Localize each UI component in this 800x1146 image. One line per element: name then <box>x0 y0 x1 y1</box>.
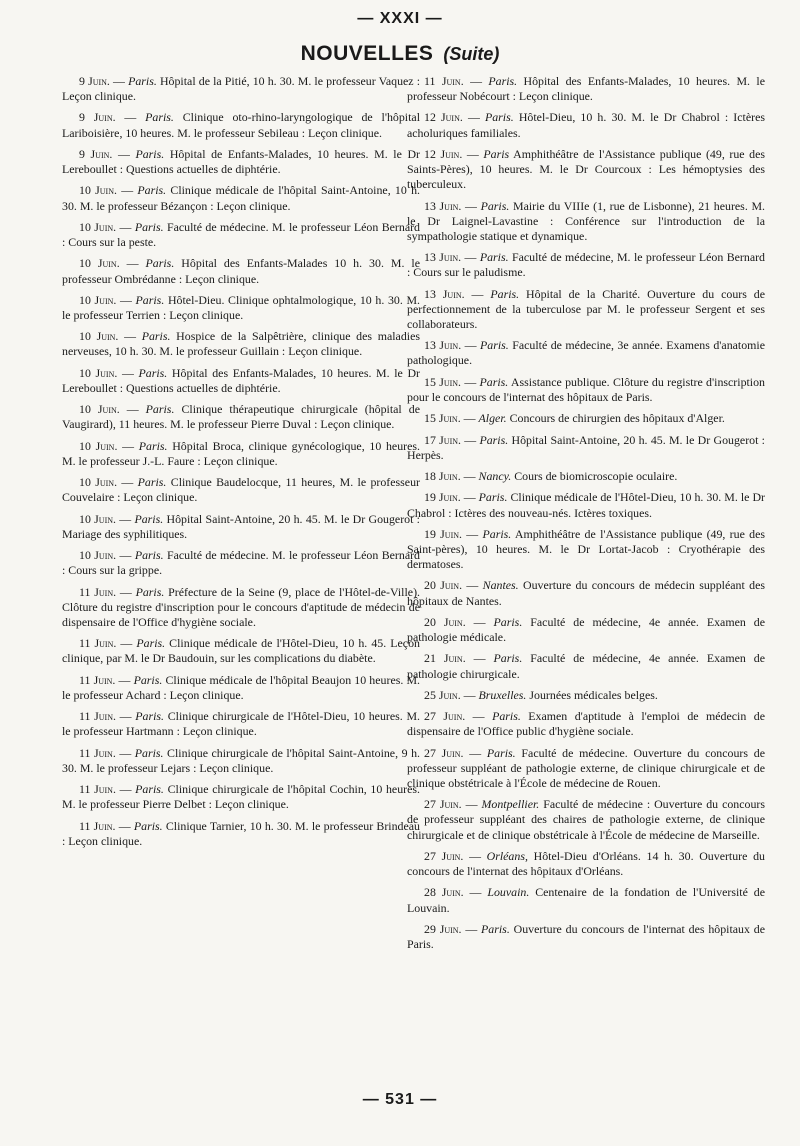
news-entry: 27 Juin. — Montpellier. Faculté de médecine : Ouverture du concours de professeur suppléant des chaires de pathologie externe, de clinique chirurgicale et de clinique obstétricale à l'École de médecine de Marseille. <box>407 797 765 842</box>
entry-date: 9 Juin. <box>79 110 116 125</box>
entry-date: 10 Juin. <box>79 292 117 307</box>
entry-city: Paris. <box>480 198 510 213</box>
entry-text: Hospice de la Salpêtrière, clinique des maladies nerveuses, 10 h. 30. M. le professeur Guillain : Leçon clinique. <box>62 329 420 359</box>
news-entry: 10 Juin. — Paris. Hôpital des Enfants-Malades 10 h. 30. M. le professeur Ombrédanne : Leçon clinique. <box>62 256 420 286</box>
entry-text: Hôpital Saint-Antoine, 20 h. 45. M. le Dr Gougerot : Mariage des syphilitiques. <box>62 511 420 541</box>
entry-city: Nancy. <box>478 469 512 484</box>
entry-city: Nantes. <box>482 578 519 593</box>
entry-date: 25 Juin. <box>424 687 461 702</box>
news-entry: 20 Juin. — Paris. Faculté de médecine, 4e année. Examen de pathologie médicale. <box>407 614 765 645</box>
entry-city: Paris. <box>135 709 165 724</box>
news-entry: 9 Juin. — Paris. Clinique oto-rhino-laryngologique de l'hôpital Lariboisière, 10 heures. M. le professeur Sebileau : Leçon clinique. <box>62 110 420 140</box>
entry-date: 12 Juin. <box>424 146 463 161</box>
entry-date: 10 Juin. <box>79 438 118 453</box>
entry-date: 11 Juin. <box>79 672 116 687</box>
entry-date: 11 Juin. <box>79 818 116 833</box>
entry-city: Paris. <box>135 584 165 599</box>
entry-city: Paris. <box>141 329 171 344</box>
entry-text: Clinique Baudelocque, 11 heures, M. le professeur Couvelaire : Leçon clinique. <box>62 475 420 505</box>
entry-date: 20 Juin. <box>424 578 463 593</box>
news-entry: 15 Juin. — Alger. Concours de chirurgien des hôpitaux d'Alger. <box>424 411 725 426</box>
entry-city: Bruxelles. <box>478 687 527 702</box>
entry-city: Paris. <box>135 146 165 161</box>
news-entry: 19 Juin. — Paris. Amphithéâtre de l'Assistance publique (49, rue des Saint-pères), 10 heures. M. le Dr Lortat-Jacob : Cryothérapie des dermatoses. <box>407 526 766 572</box>
entry-text: Hôtel-Dieu, 10 h. 30. M. le Dr Chabrol : Ictères acholuriques familiales. <box>407 110 765 140</box>
entry-text: Ouverture du concours de médecin suppléant des hôpitaux de Nantes. <box>407 578 765 608</box>
entry-text: Préfecture de la Seine (9, place de l'Hôtel-de-Ville). Clôture du registre d'inscription pour le concours d'aptitude de médecin de dispensaire de l'Office d'hygiène sociale. <box>62 584 420 629</box>
news-entry: 12 Juin. — Paris Amphithéâtre de l'Assistance publique (49, rue des Saints-Pères), 10 heures. M. le Dr Courcoux : Les hémoptysies des tuberculeux. <box>407 146 766 192</box>
entry-city: Paris. <box>133 672 163 687</box>
entry-date: 18 Juin. <box>424 469 461 484</box>
news-entry: 9 Juin. — Paris. Hôpital de la Pitié, 10 h. 30. M. le professeur Vaquez : Leçon clinique. <box>62 74 420 104</box>
news-entry: 13 Juin. — Paris. Hôpital de la Charité. Ouverture du cours de perfectionnement de la tuberculose par M. le professeur Sergent et ses collaborateurs. <box>407 286 765 331</box>
entry-text: Concours de chirurgien des hôpitaux d'Alger. <box>509 411 725 426</box>
news-entry: 10 Juin. — Paris. Hospice de la Salpêtrière, clinique des maladies nerveuses, 10 h. 30. M. le professeur Guillain : Leçon clinique. <box>62 329 420 359</box>
entry-city: Montpellier. <box>481 797 540 812</box>
entry-city: Paris. <box>135 292 165 307</box>
entry-text: Clinique chirurgicale de l'hôpital Cochin, 10 heures. M. le professeur Pierre Delbet : Leçon clinique. <box>62 782 420 812</box>
news-entry: 11 Juin. — Paris. Clinique chirurgicale de l'hôpital Cochin, 10 heures. M. le professeur Pierre Delbet : Leçon clinique. <box>62 782 420 812</box>
news-entry: 25 Juin. — Bruxelles. Journées médicales belges. <box>424 687 658 702</box>
entry-city: Paris. <box>134 219 164 234</box>
right-column <box>407 74 765 958</box>
entry-text: Hôpital de la Pitié, 10 h. 30. M. le professeur Vaquez : Leçon clinique. <box>62 74 420 104</box>
entry-date: 27 Juin. <box>424 709 466 724</box>
entry-city: Paris. <box>493 651 523 666</box>
entry-text: Examen d'aptitude à l'emploi de médecin de dispensaire de l'Office public d'hygiène sociale. <box>407 709 765 739</box>
entry-city: Paris. <box>478 490 508 505</box>
entry-text: Clinique Tarnier, 10 h. 30. M. le professeur Brindeau : Leçon clinique. <box>62 818 420 848</box>
entry-date: 20 Juin. <box>424 614 466 629</box>
news-entry: 13 Juin. — Paris. Faculté de médecine, M. le professeur Léon Bernard : Cours sur le paludisme. <box>407 250 766 280</box>
entry-city: Paris. <box>128 74 157 88</box>
news-entry: 11 Juin. — Paris. Clinique chirurgicale de l'Hôtel-Dieu, 10 heures. M. le professeur Hartmann : Leçon clinique. <box>62 709 420 739</box>
entry-date: 19 Juin. <box>424 490 461 505</box>
entry-date: 21 Juin. <box>424 651 466 666</box>
entry-city: Paris. <box>137 183 167 198</box>
entry-date: 9 Juin. <box>79 146 113 161</box>
news-entry: 28 Juin. — Louvain. Centenaire de la fondation de l'Université de Louvain. <box>407 885 765 915</box>
news-entry: 10 Juin. — Paris. Clinique médicale de l'hôpital Saint-Antoine, 10 h. 30. M. le professeur Bézançon : Leçon clinique. <box>62 183 420 213</box>
entry-text: Hôpital Saint-Antoine, 20 h. 45. M. le Dr Gougerot : Herpès. <box>407 432 765 462</box>
entry-date: 10 Juin. <box>79 475 118 490</box>
entry-date: 10 Juin. <box>79 256 120 271</box>
news-entry: 18 Juin. — Nancy. Cours de biomicroscopie oculaire. <box>424 469 678 484</box>
entry-city: Paris. <box>138 438 168 453</box>
entry-city: Alger. <box>478 411 507 426</box>
entry-date: 19 Juin. <box>424 526 463 541</box>
news-entry: 10 Juin. — Paris. Hôpital Saint-Antoine, 20 h. 45. M. le Dr Gougerot : Mariage des syphilitiques. <box>62 511 420 541</box>
entry-date: 10 Juin. <box>79 329 119 344</box>
entry-text: Mairie du VIIIe (1, rue de Lisbonne), 21 heures. M. le Dr Laignel-Lavastine : Conférence sur l'introduction de la sympathologie statique et dynamique. <box>407 198 765 243</box>
entry-text: Clinique médicale de l'hôpital Beaujon 10 heures. M. le professeur Achard : Leçon clinique. <box>62 672 420 702</box>
entry-date: 9 Juin. <box>79 74 110 88</box>
entry-date: 29 Juin. <box>424 921 462 936</box>
entry-date: 27 Juin. <box>424 797 462 812</box>
news-entry: 10 Juin. — Paris. Hôpital Broca, clinique gynécologique, 10 heures. M. le professeur J.-L. Faure : Leçon clinique. <box>62 438 420 468</box>
entry-text: Hôpital des Enfants-Malades 10 h. 30. M. le professeur Ombrédanne : Leçon clinique. <box>62 256 420 286</box>
entry-city: Paris. <box>479 250 509 265</box>
news-entry: 20 Juin. — Nantes. Ouverture du concours de médecin suppléant des hôpitaux de Nantes. <box>407 578 765 608</box>
entry-text: Hôpital de la Charité. Ouverture du cours de perfectionnement de la tuberculose par M. le professeur Sergent et ses collaborateurs. <box>407 286 765 331</box>
entry-city: Paris. <box>137 475 167 490</box>
entry-city: Paris. <box>479 432 509 447</box>
entry-city: Orléans, <box>486 848 528 863</box>
news-entry: 11 Juin. — Paris. Clinique chirurgicale de l'hôpital Saint-Antoine, 9 h. 30. M. le professeur Lejars : Leçon clinique. <box>62 745 420 775</box>
entry-date: 10 Juin. <box>79 219 117 234</box>
news-entry: 11 Juin. — Paris. Clinique Tarnier, 10 h. 30. M. le professeur Brindeau : Leçon clinique. <box>62 818 420 848</box>
news-entry: 11 Juin. — Paris. Clinique médicale de l'hôpital Beaujon 10 heures. M. le professeur Achard : Leçon clinique. <box>62 672 420 702</box>
entry-text: Hôpital des Enfants-Malades, 10 heures. M. le professeur Nobécourt : Leçon clinique. <box>407 74 765 104</box>
entry-date: 10 Juin. <box>79 183 117 198</box>
news-entry: 10 Juin. — Paris. Faculté de médecine. M. le professeur Léon Bernard : Cours sur la peste. <box>62 219 421 250</box>
title-suite: (Suite) <box>443 44 500 64</box>
entry-city: Paris. <box>486 745 516 760</box>
news-entry: 10 Juin. — Paris. Hôtel-Dieu. Clinique ophtalmologique, 10 h. 30. M. le professeur Terrien : Leçon clinique. <box>62 292 421 322</box>
title-main: NOUVELLES <box>300 42 434 65</box>
news-entry: 10 Juin. — Paris. Hôpital des Enfants-Malades, 10 heures. M. le Dr Lereboullet : Questions actuelles de diphtérie. <box>62 365 420 395</box>
entry-city: Paris. <box>134 745 164 760</box>
section-title <box>0 42 800 66</box>
entry-text: Cours de biomicroscopie oculaire. <box>514 469 678 484</box>
entry-date: 11 Juin. <box>79 636 117 651</box>
entry-text: Amphithéâtre de l'Assistance publique (49, rue des Saint-pères), 10 heures. M. le Dr Lortat-Jacob : Cryothérapie des dermatoses. <box>407 526 766 572</box>
entry-city: Paris. <box>488 74 518 88</box>
entry-city: Paris. <box>135 782 164 797</box>
entry-city: Paris. <box>492 709 521 724</box>
entry-text: Clinique médicale de l'Hôtel-Dieu, 10 h. 45. Leçon clinique, par M. le Dr Baudouin, sur les complications du diabète. <box>62 636 420 666</box>
news-entry: 13 Juin. — Paris. Mairie du VIIIe (1, rue de Lisbonne), 21 heures. M. le Dr Laignel-Lavastine : Conférence sur l'introduction de la sympathologie statique et dynamique. <box>407 198 765 243</box>
entry-text: Faculté de médecine. Ouverture du concours de professeur suppléant de pathologie externe, de clinique chirurgicale et de clinique obstétricale à l'École de médecine de Rouen. <box>407 745 765 790</box>
entry-date: 10 Juin. <box>79 402 120 417</box>
entry-city: Louvain. <box>487 885 530 900</box>
entry-date: 15 Juin. <box>424 411 461 426</box>
entry-date: 10 Juin. <box>79 365 118 380</box>
entry-date: 27 Juin. <box>424 745 464 760</box>
entry-date: 12 Juin. <box>424 110 463 125</box>
entry-text: Clinique chirurgicale de l'Hôtel-Dieu, 10 heures. M. le professeur Hartmann : Leçon clinique. <box>62 709 420 739</box>
entry-date: 13 Juin. <box>424 198 462 213</box>
news-entry: 27 Juin. — Paris. Faculté de médecine. Ouverture du concours de professeur suppléant de pathologie externe, de clinique chirurgicale et de clinique obstétricale à l'École de médecine de Rouen. <box>407 745 765 790</box>
entry-date: 13 Juin. <box>424 286 465 301</box>
entry-city: Paris. <box>145 402 175 417</box>
entry-text: Assistance publique. Clôture du registre d'inscription pour le concours de l'internat des hôpitaux de Paris. <box>407 374 766 404</box>
entry-city: Paris. <box>138 365 168 380</box>
news-entry: 17 Juin. — Paris. Hôpital Saint-Antoine, 20 h. 45. M. le Dr Gougerot : Herpès. <box>407 432 765 462</box>
entry-date: 13 Juin. <box>424 250 462 265</box>
news-entry: 27 Juin. — Orléans, Hôtel-Dieu d'Orléans. 14 h. 30. Ouverture du concours de l'internat des hôpitaux d'Orléans. <box>407 848 765 879</box>
entry-city: Paris. <box>480 338 509 353</box>
entry-date: 13 Juin. <box>424 338 462 353</box>
entry-city: Paris. <box>481 921 510 936</box>
news-entry: 11 Juin. — Paris. Clinique médicale de l'Hôtel-Dieu, 10 h. 45. Leçon clinique, par M. le Dr Baudouin, sur les complications du diabète. <box>62 636 420 666</box>
entry-date: 11 Juin. <box>79 745 116 760</box>
entry-city: Paris. <box>482 526 512 541</box>
news-entry: 10 Juin. — Paris. Clinique thérapeutique chirurgicale (hôpital de Vaugirard), 11 heures. M. le professeur Pierre Duval : Leçon clinique. <box>62 402 420 432</box>
entry-text: Faculté de médecine : Ouverture du concours de professeur suppléant des chaires de pathologie externe, de clinique chirurgicale et de clinique obstétricale à l'École de médecine de Marseille. <box>407 797 765 842</box>
news-entry: 21 Juin. — Paris. Faculté de médecine, 4e année. Examen de pathologie chirurgicale. <box>407 651 765 681</box>
entry-date: 17 Juin. <box>424 432 461 447</box>
entry-date: 15 Juin. <box>424 374 462 389</box>
entry-city: Paris. <box>145 110 174 125</box>
entry-text: Amphithéâtre de l'Assistance publique (49, rue des Saints-Pères), 10 heures. M. le Dr Courcoux : Les hémoptysies des tuberculeux. <box>407 146 766 192</box>
entry-date: 11 Juin. <box>424 74 464 88</box>
entry-text: Ouverture du concours de l'internat des hôpitaux de Paris. <box>407 921 765 952</box>
entry-text: Clinique chirurgicale de l'hôpital Saint-Antoine, 9 h. 30. M. le professeur Lejars : Leçon clinique. <box>62 745 420 775</box>
news-entry: 15 Juin. — Paris. Assistance publique. Clôture du registre d'inscription pour le concours de l'internat des hôpitaux de Paris. <box>407 374 766 404</box>
news-entry: 10 Juin. — Paris. Faculté de médecine. M. le professeur Léon Bernard : Cours sur la grippe. <box>62 548 421 578</box>
entry-city: Paris. <box>134 511 164 526</box>
entry-date: 27 Juin. <box>424 848 464 863</box>
entry-date: 11 Juin. <box>79 782 116 797</box>
entry-text: Faculté de médecine, 4e année. Examen de pathologie chirurgicale. <box>407 651 765 681</box>
entry-city: Paris <box>483 146 510 161</box>
news-entry: 9 Juin. — Paris. Hôpital de Enfants-Malades, 10 heures. M. le Dr Lereboullet : Questions actuelles de diphtérie. <box>62 146 420 177</box>
entry-text: Faculté de médecine, 3e année. Examens d'anatomie pathologique. <box>407 338 766 368</box>
news-entry: 12 Juin. — Paris. Hôtel-Dieu, 10 h. 30. M. le Dr Chabrol : Ictères acholuriques familiales. <box>407 110 765 140</box>
entry-city: Paris. <box>493 614 523 629</box>
entry-text: Faculté de médecine, 4e année. Examen de pathologie médicale. <box>407 614 765 645</box>
entry-text: Clinique médicale de l'Hôtel-Dieu, 10 h. 30. M. le Dr Chabrol : Ictères des nouveau-nés. Ictères toxiques. <box>407 490 765 520</box>
news-entry: 11 Juin. — Paris. Préfecture de la Seine (9, place de l'Hôtel-de-Ville). Clôture du registre d'inscription pour le concours d'aptitude de médecin de dispensaire de l'Office d'hygiène sociale. <box>62 584 420 629</box>
entry-text: Hôpital des Enfants-Malades, 10 heures. M. le Dr Lereboullet : Questions actuelles de diphtérie. <box>62 365 420 395</box>
entry-date: 10 Juin. <box>79 511 116 526</box>
entry-date: 28 Juin. <box>424 885 464 900</box>
footer-page-number: — 531 — <box>362 1091 438 1108</box>
entry-city: Paris. <box>136 636 166 651</box>
entry-text: Hôtel-Dieu. Clinique ophtalmologique, 10 h. 30. M. le professeur Terrien : Leçon clinique. <box>62 292 421 322</box>
entry-text: Faculté de médecine, M. le professeur Léon Bernard : Cours sur le paludisme. <box>407 250 766 280</box>
header-page-number: — XXXI — <box>357 10 443 27</box>
entry-date: 11 Juin. <box>79 584 117 599</box>
entry-city: Paris. <box>134 548 164 563</box>
entry-text: Clinique médicale de l'hôpital Saint-Antoine, 10 h. 30. M. le professeur Bézançon : Leçon clinique. <box>62 183 420 213</box>
news-entry: 27 Juin. — Paris. Examen d'aptitude à l'emploi de médecin de dispensaire de l'Office public d'hygiène sociale. <box>407 709 765 739</box>
news-entry: 19 Juin. — Paris. Clinique médicale de l'Hôtel-Dieu, 10 h. 30. M. le Dr Chabrol : Ictères des nouveau-nés. Ictères toxiques. <box>407 490 765 520</box>
news-entry: 11 Juin. — Paris. Hôpital des Enfants-Malades, 10 heures. M. le professeur Nobécourt : Leçon clinique. <box>407 74 765 104</box>
entry-text: Hôpital Broca, clinique gynécologique, 10 heures. M. le professeur J.-L. Faure : Leçon clinique. <box>62 438 420 468</box>
left-column <box>62 74 420 855</box>
entry-text: Centenaire de la fondation de l'Université de Louvain. <box>407 885 765 915</box>
entry-city: Paris. <box>484 110 514 125</box>
entry-text: Clinique thérapeutique chirurgicale (hôpital de Vaugirard), 11 heures. M. le professeur Pierre Duval : Leçon clinique. <box>62 402 420 432</box>
entry-text: Journées médicales belges. <box>529 687 658 702</box>
entry-text: Faculté de médecine. M. le professeur Léon Bernard : Cours sur la grippe. <box>62 548 421 578</box>
entry-city: Paris. <box>490 286 520 301</box>
news-entry: 29 Juin. — Paris. Ouverture du concours de l'internat des hôpitaux de Paris. <box>407 921 765 952</box>
entry-city: Paris. <box>479 374 509 389</box>
entry-city: Paris. <box>145 256 175 271</box>
entry-date: 11 Juin. <box>79 709 116 724</box>
entry-text: Hôtel-Dieu d'Orléans. 14 h. 30. Ouverture du concours de l'internat des hôpitaux d'Orléans. <box>407 848 765 879</box>
news-entry: 13 Juin. — Paris. Faculté de médecine, 3e année. Examens d'anatomie pathologique. <box>407 338 766 368</box>
entry-text: Clinique oto-rhino-laryngologique de l'hôpital Lariboisière, 10 heures. M. le professeur Sebileau : Leçon clinique. <box>62 110 420 140</box>
entry-text: Hôpital de Enfants-Malades, 10 heures. M. le Dr Lereboullet : Questions actuelles de diphtérie. <box>62 146 420 177</box>
entry-city: Paris. <box>133 818 163 833</box>
entry-date: 10 Juin. <box>79 548 117 563</box>
news-entry: 10 Juin. — Paris. Clinique Baudelocque, 11 heures, M. le professeur Couvelaire : Leçon clinique. <box>62 475 420 505</box>
entry-text: Faculté de médecine. M. le professeur Léon Bernard : Cours sur la peste. <box>62 219 421 250</box>
